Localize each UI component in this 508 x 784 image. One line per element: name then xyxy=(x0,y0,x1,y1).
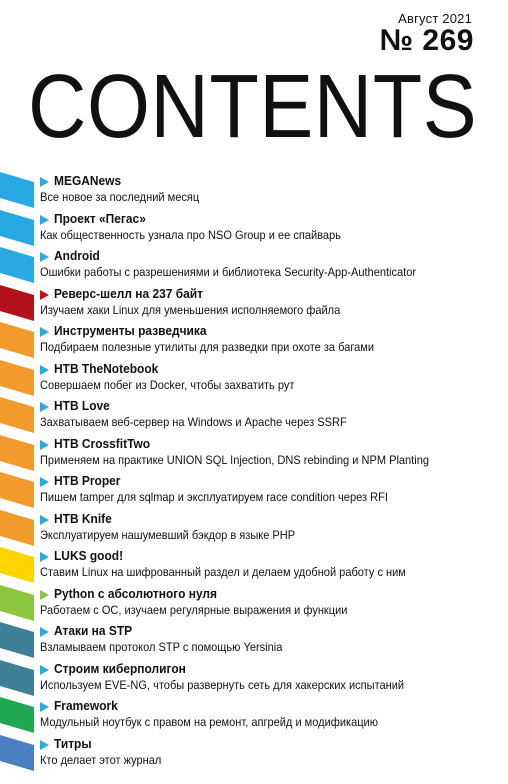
color-stripe xyxy=(0,735,34,772)
entry-title[interactable]: HTB TheNotebook xyxy=(54,360,159,376)
entry-subtitle: Используем EVE-NG, чтобы развернуть сеть для хакерских испытаний xyxy=(40,677,405,692)
entry-title[interactable]: Android xyxy=(54,248,100,263)
triangle-marker-icon xyxy=(40,477,49,487)
entry-title[interactable]: HTB CrossfitTwo xyxy=(54,435,151,451)
triangle-marker-icon xyxy=(40,215,49,225)
triangle-marker-icon xyxy=(40,590,49,600)
entry-title[interactable]: HTB Love xyxy=(54,398,110,413)
triangle-marker-icon xyxy=(40,252,49,262)
contents-entry[interactable] xyxy=(0,285,508,322)
contents-entry[interactable] xyxy=(0,585,508,622)
color-stripe xyxy=(0,435,34,472)
entry-title[interactable]: Титры xyxy=(54,735,92,751)
contents-entry[interactable] xyxy=(0,360,508,397)
entry-subtitle: Все новое за последний месяц xyxy=(40,190,200,204)
entry-subtitle: Совершаем побег из Docker, чтобы захватить рут xyxy=(40,377,295,392)
entry-title[interactable]: HTB Proper xyxy=(54,473,121,488)
entry-subtitle: Пишем tamper для sqlmap и эксплуатируем race condition через RFI xyxy=(40,490,388,504)
color-stripe xyxy=(0,247,34,284)
color-stripe xyxy=(0,210,34,247)
entry-title[interactable]: Реверс-шелл на 237 байт xyxy=(54,285,203,301)
contents-entry[interactable] xyxy=(0,210,508,247)
contents-entry[interactable] xyxy=(0,510,508,547)
triangle-marker-icon xyxy=(40,440,49,450)
contents-entry[interactable] xyxy=(0,697,508,734)
color-stripe xyxy=(0,697,34,734)
triangle-marker-icon xyxy=(40,290,49,300)
entry-subtitle: Захватываем веб-сервер на Windows и Apache через SSRF xyxy=(40,415,347,429)
entry-title[interactable]: Строим киберполигон xyxy=(54,660,186,676)
entry-title[interactable]: Framework xyxy=(54,698,118,713)
entry-subtitle: Модульный ноутбук с правом на ремонт, апгрейд и модификацию xyxy=(40,715,379,729)
color-stripe xyxy=(0,585,34,622)
entry-title[interactable]: HTB Knife xyxy=(54,510,112,526)
triangle-marker-icon xyxy=(40,627,49,637)
contents-entry[interactable] xyxy=(0,172,508,209)
entry-title[interactable]: LUKS good! xyxy=(54,548,124,563)
color-stripe xyxy=(0,285,34,322)
entry-subtitle: Как общественность узнала про NSO Group и ее спайварь xyxy=(40,227,341,242)
contents-entry[interactable] xyxy=(0,547,508,584)
color-stripe xyxy=(0,510,34,547)
entry-subtitle: Применяем на практике UNION SQL Injection, DNS rebinding и NPM Planting xyxy=(40,452,429,467)
triangle-marker-icon xyxy=(40,365,49,375)
entry-subtitle: Взламываем протокол STP с помощью Yersinia xyxy=(40,640,283,654)
entry-title[interactable]: Инструменты разведчика xyxy=(54,323,207,338)
entry-subtitle: Ставим Linux на шифрованный раздел и делаем удобной работу с ним xyxy=(40,565,406,579)
color-stripe xyxy=(0,660,34,697)
entry-title[interactable]: MEGANews xyxy=(54,173,122,188)
color-stripe xyxy=(0,547,34,584)
color-stripe xyxy=(0,397,34,434)
contents-entry[interactable] xyxy=(0,247,508,284)
entry-subtitle: Подбираем полезные утилиты для разведки при охоте за багами xyxy=(40,340,375,354)
contents-entry[interactable] xyxy=(0,660,508,697)
entry-subtitle: Эксплуатируем нашумевший бэкдор в языке PHP xyxy=(40,527,296,542)
color-stripe xyxy=(0,172,34,209)
triangle-marker-icon xyxy=(40,552,49,562)
issue-month: Август 2021 xyxy=(398,11,472,26)
triangle-marker-icon xyxy=(40,402,49,412)
color-stripe xyxy=(0,360,34,397)
contents-entry[interactable] xyxy=(0,472,508,509)
contents-entry[interactable] xyxy=(0,322,508,359)
contents-entry[interactable] xyxy=(0,735,508,772)
entry-subtitle: Ошибки работы с разрешениями и библиотека Security-App-Authenticator xyxy=(40,265,417,279)
contents-entry[interactable] xyxy=(0,397,508,434)
entry-subtitle: Работаем с ОС, изучаем регулярные выражения и функции xyxy=(40,602,348,617)
triangle-marker-icon xyxy=(40,327,49,337)
contents-entry[interactable] xyxy=(0,622,508,659)
color-stripe xyxy=(0,622,34,659)
entry-subtitle: Изучаем хаки Linux для уменьшения исполняемого файла xyxy=(40,302,341,317)
entry-title[interactable]: Python с абсолютного нуля xyxy=(54,585,218,601)
triangle-marker-icon xyxy=(40,177,49,187)
color-stripe xyxy=(0,322,34,359)
color-stripe xyxy=(0,472,34,509)
page-title: CONTENTS xyxy=(28,57,478,157)
entry-title[interactable]: Проект «Пегас» xyxy=(54,210,146,226)
triangle-marker-icon xyxy=(40,665,49,675)
issue-number: № 269 xyxy=(379,24,474,57)
triangle-marker-icon xyxy=(40,702,49,712)
entry-title[interactable]: Атаки на STP xyxy=(54,623,133,638)
triangle-marker-icon xyxy=(40,515,49,525)
entry-subtitle: Кто делает этот журнал xyxy=(40,752,162,767)
triangle-marker-icon xyxy=(40,740,49,750)
contents-entry[interactable] xyxy=(0,435,508,472)
